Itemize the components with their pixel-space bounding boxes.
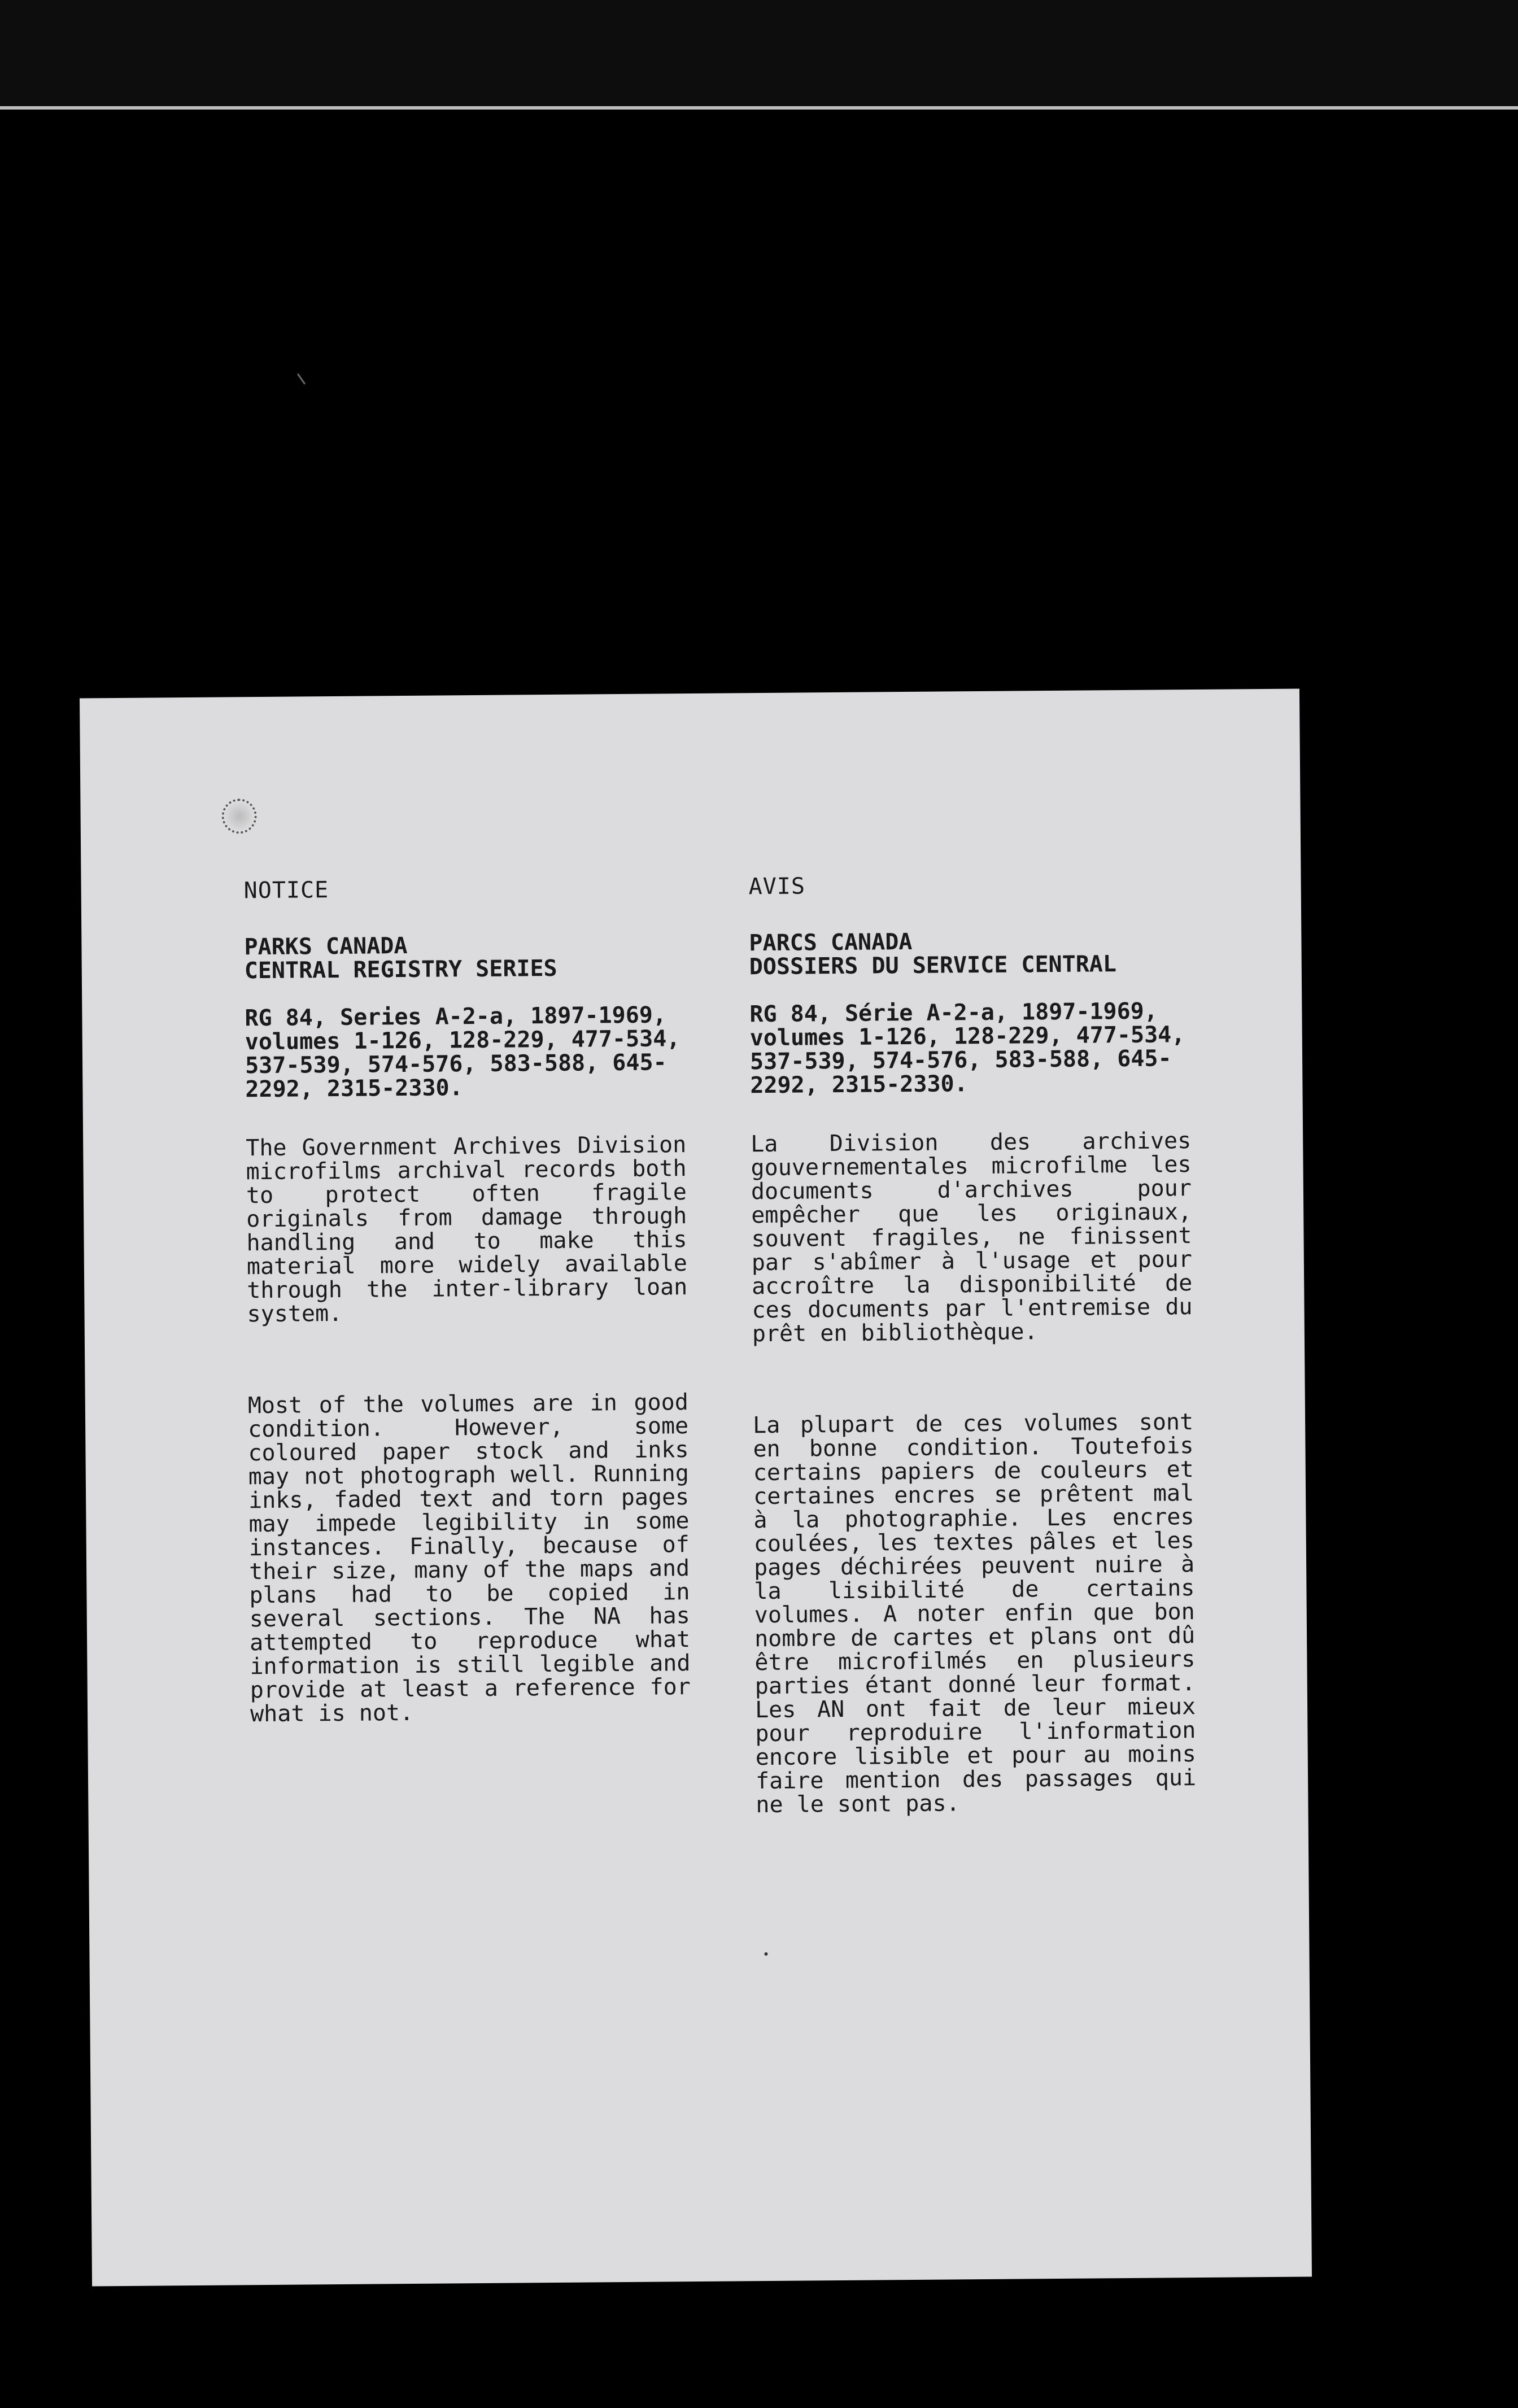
english-column	[244, 875, 691, 1726]
agency-title-fr	[749, 928, 1190, 979]
record-reference-fr: RG 84, Série A-2-a, 1897-1969, volumes 1-126, 128-229, 477-534, 537-539, 574-576, 583-588, 645-2292, 2315-2330.	[749, 998, 1185, 1099]
paragraph-purpose-en: The Government Archives Division microfilms archival records both to protect often fragile originals from damage through handling and to make this material more widely available through the inter-library loan system.	[246, 1132, 688, 1328]
record-reference-en: RG 84, Series A-2-a, 1897-1969, volumes 1-126, 128-229, 477-534, 537-539, 574-576, 583-588, 645-2292, 2315-2330.	[245, 1002, 681, 1103]
paragraph-condition-fr: La plupart de ces volumes sont en bonne condition. Toutefois certains papiers de couleurs et certaines encres se prêtent mal à la photographie. Les encres coulées, les textes pâles et les pages déchirées peuvent nuire à la lisibilité de certains volumes. A noter enfin que bon nombre de cartes et plans ont dû être microfilmés en plusieurs parties étant donné leur format. Les AN ont fait de leur mieux pour reproduire l'information encore lisible et pour au moins faire mention des passages qui ne le sont pas.	[752, 1409, 1197, 1818]
series-name-fr: DOSSIERS DU SERVICE CENTRAL	[749, 951, 1117, 980]
notice-heading: NOTICE	[243, 877, 329, 904]
paragraph-condition-en: Most of the volumes are in good condition. However, some coloured paper stock and inks may not photograph well. Running inks, faded text and torn pages may impede legibility in some instances. Finally, because of their size, many of the maps and plans had to be copied in several sections. The NA has attempted to reproduce what information is still legible and provide at least a reference for what is not.	[247, 1389, 691, 1728]
agency-title-en	[244, 932, 685, 983]
avis-heading: AVIS	[748, 873, 806, 900]
punch-hole-mark	[221, 799, 256, 834]
notice-page	[80, 689, 1312, 2287]
agency-name-fr: PARCS CANADA	[749, 928, 913, 957]
french-column	[748, 871, 1196, 1817]
film-top-strip	[0, 0, 1518, 110]
film-speck	[297, 373, 306, 385]
ink-dot	[764, 1952, 767, 1956]
series-name-en: CENTRAL REGISTRY SERIES	[244, 955, 557, 984]
agency-name-en: PARKS CANADA	[244, 932, 408, 961]
paragraph-purpose-fr: La Division des archives gouvernementales microfilme les documents d'archives pour empêcher que les originaux, souvent fragiles, ne finissent par s'abîmer à l'usage et pour accroître la disponibilité de ces documents par l'entremise du prêt en bibliothèque.	[751, 1128, 1193, 1347]
